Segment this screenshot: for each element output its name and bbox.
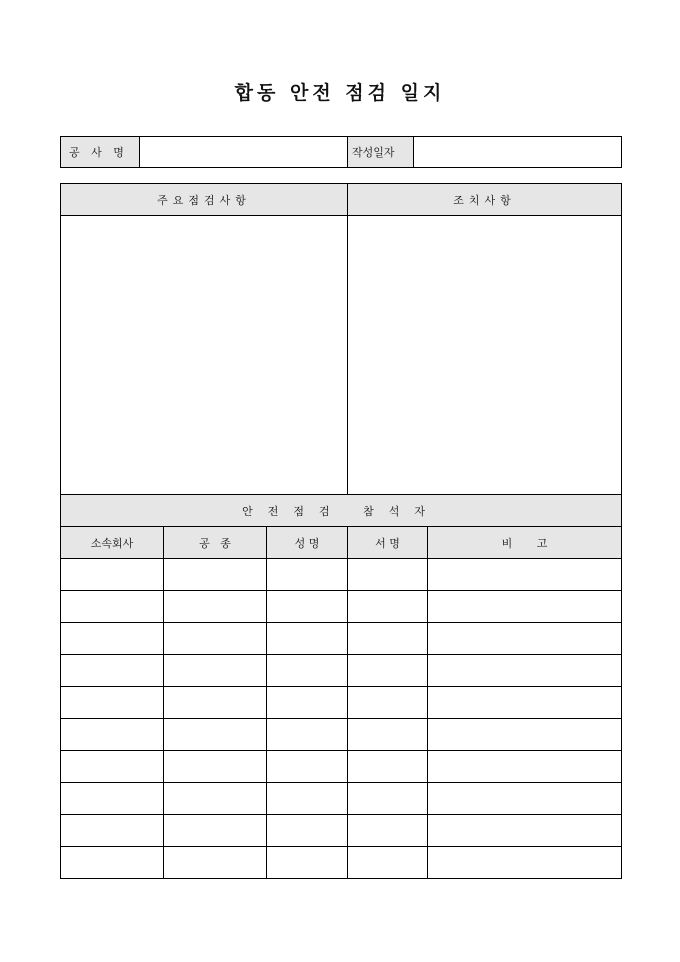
column-header-trade: 공 종 <box>164 527 267 559</box>
cell-name[interactable] <box>267 623 348 655</box>
cell-signature[interactable] <box>348 591 428 623</box>
cell-trade[interactable] <box>164 623 267 655</box>
cell-name[interactable] <box>267 719 348 751</box>
cell-signature[interactable] <box>348 559 428 591</box>
date-label: 작성일자 <box>348 137 414 168</box>
cell-trade[interactable] <box>164 815 267 847</box>
cell-signature[interactable] <box>348 751 428 783</box>
cell-company[interactable] <box>61 783 164 815</box>
cell-name[interactable] <box>267 815 348 847</box>
cell-name[interactable] <box>267 655 348 687</box>
table-row <box>61 559 622 591</box>
cell-name[interactable] <box>267 591 348 623</box>
table-row <box>61 687 622 719</box>
cell-name[interactable] <box>267 559 348 591</box>
column-header-name: 성 명 <box>267 527 348 559</box>
cell-trade[interactable] <box>164 783 267 815</box>
cell-company[interactable] <box>61 751 164 783</box>
inspection-table <box>60 183 622 879</box>
cell-name[interactable] <box>267 847 348 879</box>
cell-signature[interactable] <box>348 687 428 719</box>
cell-remarks[interactable] <box>428 687 622 719</box>
cell-signature[interactable] <box>348 815 428 847</box>
attendees-header: 안전점검 참석자 <box>61 495 622 527</box>
cell-company[interactable] <box>61 719 164 751</box>
column-header-company: 소속회사 <box>61 527 164 559</box>
cell-company[interactable] <box>61 687 164 719</box>
cell-signature[interactable] <box>348 623 428 655</box>
table-row <box>61 655 622 687</box>
cell-company[interactable] <box>61 847 164 879</box>
cell-remarks[interactable] <box>428 783 622 815</box>
page-title: 합동 안전 점검 일지 <box>234 82 446 104</box>
cell-signature[interactable] <box>348 655 428 687</box>
cell-remarks[interactable] <box>428 719 622 751</box>
table-row <box>61 591 622 623</box>
cell-signature[interactable] <box>348 783 428 815</box>
column-header-remarks: 비 고 <box>428 527 622 559</box>
cell-trade[interactable] <box>164 751 267 783</box>
inspection-items-area[interactable] <box>61 216 348 495</box>
cell-remarks[interactable] <box>428 751 622 783</box>
cell-company[interactable] <box>61 655 164 687</box>
table-row <box>61 847 622 879</box>
cell-company[interactable] <box>61 591 164 623</box>
cell-company[interactable] <box>61 815 164 847</box>
cell-remarks[interactable] <box>428 559 622 591</box>
cell-remarks[interactable] <box>428 655 622 687</box>
cell-remarks[interactable] <box>428 815 622 847</box>
table-row <box>61 783 622 815</box>
inspection-items-header: 주요점검사항 <box>61 184 348 216</box>
cell-name[interactable] <box>267 751 348 783</box>
table-row <box>61 751 622 783</box>
project-name-label: 공 사 명 <box>61 137 140 168</box>
cell-trade[interactable] <box>164 847 267 879</box>
action-items-header: 조치사항 <box>348 184 622 216</box>
column-header-signature: 서 명 <box>348 527 428 559</box>
table-row <box>61 623 622 655</box>
cell-remarks[interactable] <box>428 623 622 655</box>
cell-company[interactable] <box>61 559 164 591</box>
table-row <box>61 815 622 847</box>
project-info-table <box>60 136 622 168</box>
cell-trade[interactable] <box>164 591 267 623</box>
project-name-field[interactable] <box>140 137 348 168</box>
cell-trade[interactable] <box>164 559 267 591</box>
cell-name[interactable] <box>267 687 348 719</box>
cell-company[interactable] <box>61 623 164 655</box>
cell-trade[interactable] <box>164 719 267 751</box>
cell-trade[interactable] <box>164 655 267 687</box>
cell-signature[interactable] <box>348 719 428 751</box>
cell-remarks[interactable] <box>428 591 622 623</box>
date-field[interactable] <box>414 137 622 168</box>
cell-signature[interactable] <box>348 847 428 879</box>
table-row <box>61 719 622 751</box>
action-items-area[interactable] <box>348 216 622 495</box>
cell-remarks[interactable] <box>428 847 622 879</box>
cell-trade[interactable] <box>164 687 267 719</box>
cell-name[interactable] <box>267 783 348 815</box>
